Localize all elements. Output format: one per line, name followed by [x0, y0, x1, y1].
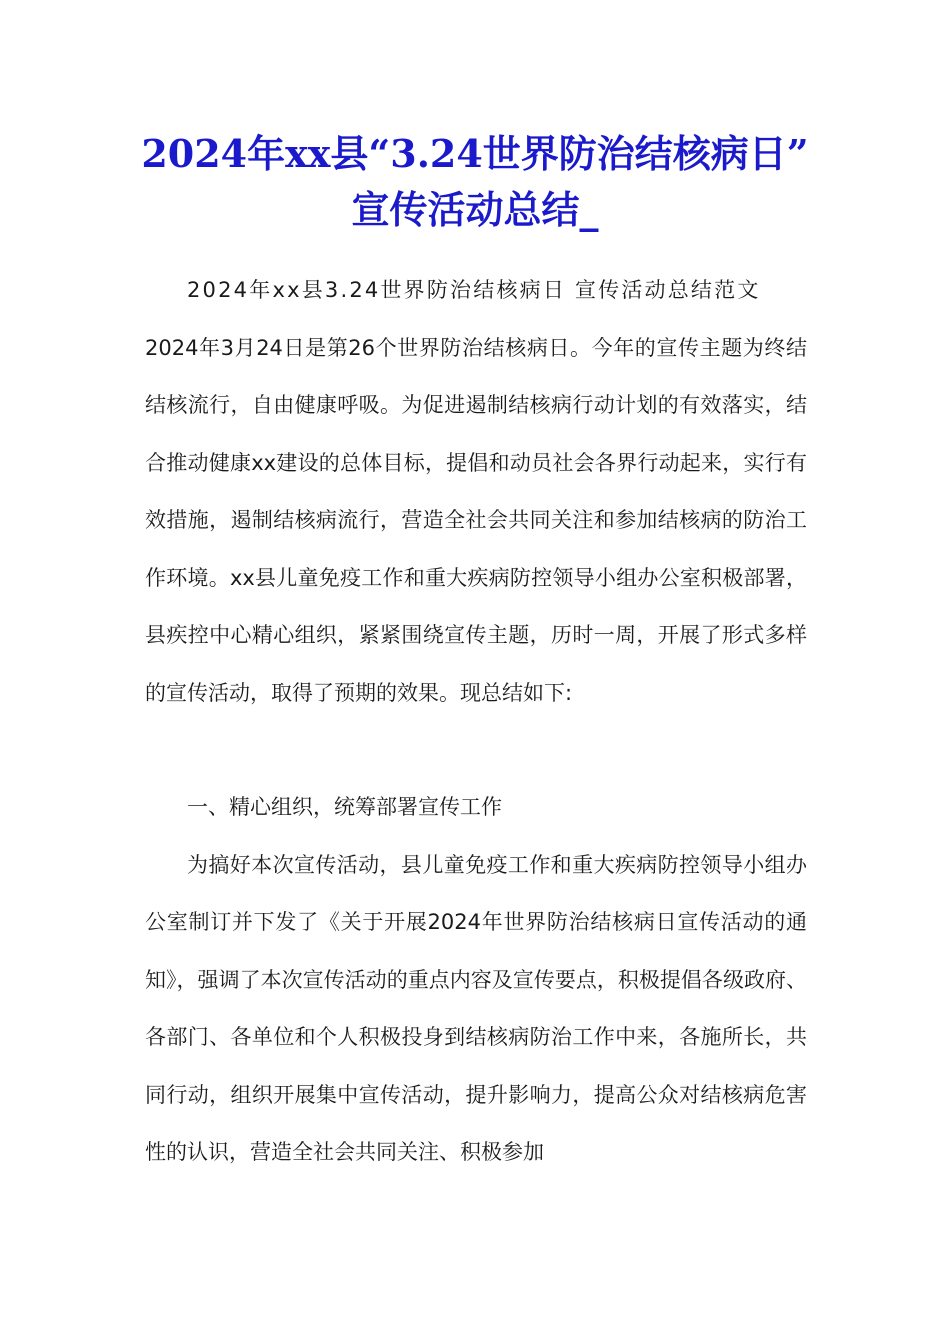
- paragraph-gap: [145, 722, 807, 779]
- paragraph-2: 为搞好本次宣传活动，县儿童免疫工作和重大疾病防控领导小组办公室制订并下发了《关于开展2024年世界防治结核病日宣传活动的通知》，强调了本次宣传活动的重点内容及宣传要点，积极提倡各级政府、各部门、各单位和个人积极投身到结核病防治工作中来，各施所长，共同行动，组织开展集中宣传活动，提升影响力，提高公众对结核病危害性的认识，营造全社会共同关注、积极参加: [145, 852, 807, 1164]
- document-body: [145, 262, 807, 1182]
- section-1-heading: 一、精心组织，统筹部署宣传工作: [187, 795, 502, 819]
- paragraph-1: 2024年3月24日是第26个世界防治结核病日。今年的宣传主题为终结结核流行，自由健康呼吸。为促进遏制结核病行动计划的有效落实，结合推动健康xx建设的总体目标，提倡和动员社会各界行动起来，实行有效措施，遏制结核病流行，营造全社会共同关注和参加结核病的防治工作环境。xx县儿童免疫工作和重大疾病防控领导小组办公室积极部署，县疾控中心精心组织，紧紧围绕宣传主题，历时一周，开展了形式多样的宣传活动，取得了预期的效果。现总结如下:: [145, 335, 807, 705]
- document-title: 2024年xx县“3.24世界防治结核病日” 宣传活动总结_: [141, 131, 809, 232]
- intro-line: 2024年xx县3.24世界防治结核病日 宣传活动总结范文: [187, 278, 761, 302]
